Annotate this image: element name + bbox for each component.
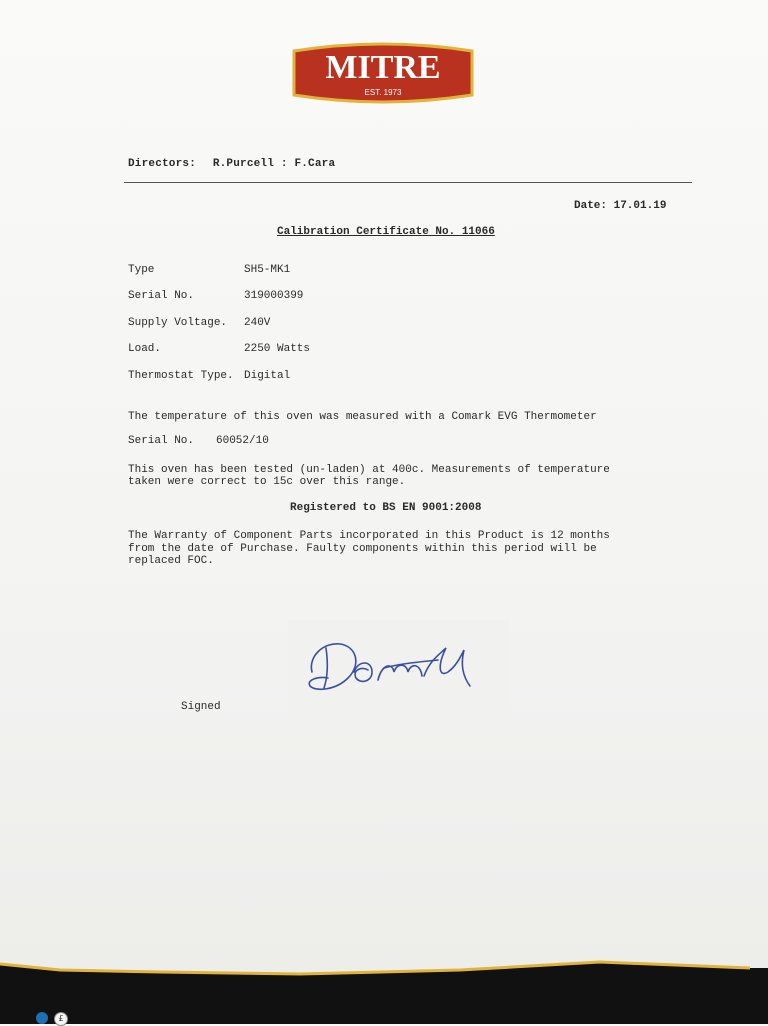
test-text-line-1: This oven has been tested (un-laden) at 400c. Measurements of temperature bbox=[128, 464, 610, 476]
field-label: Serial No. bbox=[128, 435, 195, 447]
directors-line bbox=[128, 158, 335, 170]
test-text-line-2: taken were correct to 15c over this range. bbox=[128, 476, 406, 488]
mitre-logo bbox=[290, 41, 476, 105]
thermometer-text: The temperature of this oven was measured with a Comark EVG Thermometer bbox=[128, 411, 597, 423]
bottom-band bbox=[0, 950, 768, 1024]
signed-label: Signed bbox=[181, 701, 221, 713]
field-value: SH5-MK1 bbox=[244, 264, 291, 276]
field-label: Supply Voltage. bbox=[128, 317, 228, 329]
warranty-line-1: The Warranty of Component Parts incorporated in this Product is 12 months bbox=[128, 530, 610, 542]
field-value: 319000399 bbox=[244, 290, 304, 302]
directors-names: R.Purcell : F.Cara bbox=[212, 158, 336, 170]
pound-icon: £ bbox=[54, 1012, 68, 1026]
field-value: 60052/10 bbox=[216, 435, 269, 447]
registration-statement: Registered to BS EN 9001:2008 bbox=[290, 502, 482, 514]
field-value: 2250 Watts bbox=[244, 343, 311, 355]
field-thermostat-type bbox=[128, 370, 291, 382]
field-label: Load. bbox=[128, 343, 162, 355]
certificate-date: Date: 17.01.19 bbox=[574, 200, 667, 212]
field-label: Type bbox=[128, 264, 155, 276]
field-value: 240V bbox=[244, 317, 271, 329]
thermometer-serial bbox=[128, 435, 269, 447]
field-type bbox=[128, 264, 291, 276]
field-supply-voltage bbox=[128, 317, 271, 329]
warranty-line-3: replaced FOC. bbox=[128, 555, 214, 567]
certificate-title: Calibration Certificate No. 11066 bbox=[277, 226, 495, 238]
brand-name: MITRE bbox=[325, 49, 441, 86]
field-value: Digital bbox=[244, 370, 291, 382]
field-serial bbox=[128, 290, 304, 302]
warranty-line-2: from the date of Purchase. Faulty components within this period will be bbox=[128, 543, 597, 555]
header-divider bbox=[124, 182, 692, 183]
field-label: Thermostat Type. bbox=[128, 370, 234, 382]
field-load bbox=[128, 343, 311, 355]
globe-icon bbox=[36, 1012, 48, 1024]
field-label: Serial No. bbox=[128, 290, 195, 302]
signature bbox=[288, 620, 510, 708]
directors-label: Directors: bbox=[128, 158, 197, 170]
est-year: EST. 1973 bbox=[364, 88, 402, 97]
